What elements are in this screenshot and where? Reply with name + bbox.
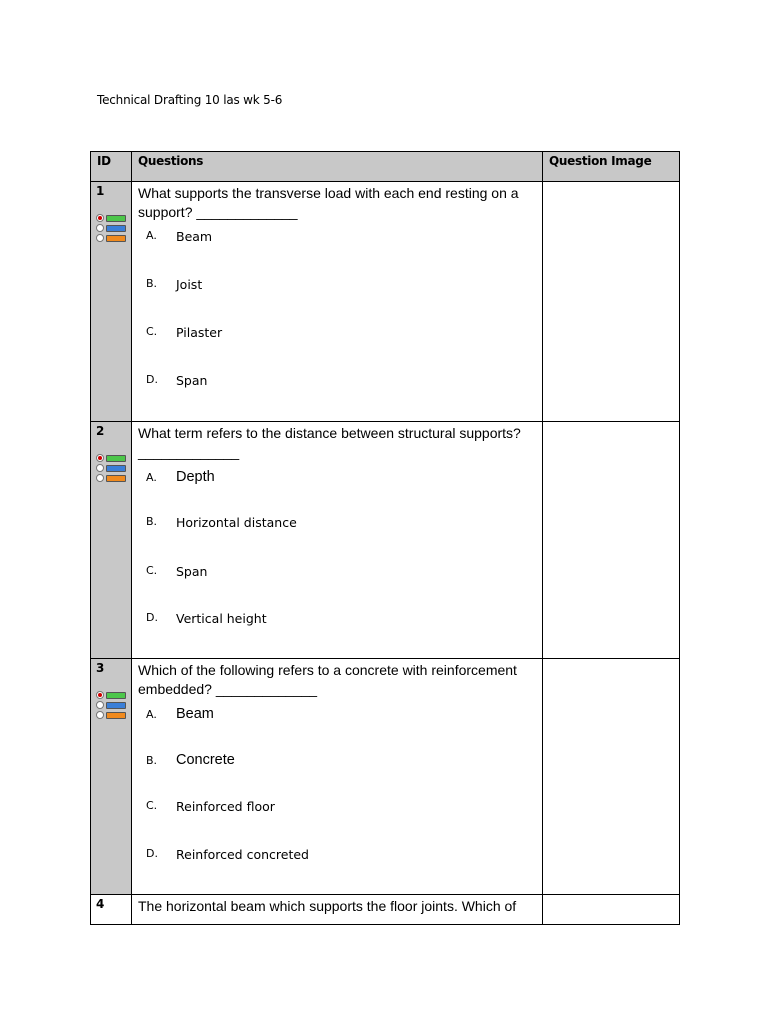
option-c <box>138 325 536 373</box>
table-row <box>91 182 680 422</box>
option-text: Reinforced floor <box>176 799 275 814</box>
question-image-cell <box>543 422 680 659</box>
option-letter: B. <box>146 754 158 767</box>
option-letter: C. <box>146 564 158 577</box>
questions-table <box>90 151 680 925</box>
question-id: 1 <box>96 184 105 198</box>
option-text: Beam <box>176 229 213 244</box>
multiple-choice-icon <box>96 453 126 483</box>
question-text: Which of the following refers to a concrete with reinforcement embedded? _____________ <box>138 662 517 697</box>
option-b <box>138 515 536 564</box>
header-id: ID <box>91 152 132 182</box>
question-id-cell <box>91 659 132 895</box>
option-a <box>138 706 536 752</box>
option-letter: B. <box>146 277 158 290</box>
option-text: Beam <box>176 706 214 722</box>
table-row <box>91 659 680 895</box>
option-d <box>138 373 536 403</box>
option-letter: B. <box>146 515 158 528</box>
multiple-choice-icon <box>96 690 126 720</box>
question-cell <box>132 659 543 895</box>
option-text: Joist <box>176 277 203 292</box>
question-id-cell <box>91 422 132 659</box>
multiple-choice-icon <box>96 213 126 243</box>
option-a <box>138 469 536 515</box>
option-letter: A. <box>146 229 157 242</box>
option-text: Span <box>176 564 208 579</box>
option-letter: C. <box>146 799 158 812</box>
option-text: Concrete <box>176 752 235 768</box>
option-letter: C. <box>146 325 158 338</box>
table-row <box>91 422 680 659</box>
question-text: The horizontal beam which supports the floor joints. Which of <box>138 898 517 914</box>
option-c <box>138 799 536 847</box>
question-cell <box>132 422 543 659</box>
option-letter: A. <box>146 708 157 721</box>
option-letter: D. <box>146 847 158 860</box>
header-questions: Questions <box>132 152 543 182</box>
option-text: Reinforced concreted <box>176 847 309 862</box>
document-title: Technical Drafting 10 las wk 5-6 <box>97 93 283 107</box>
option-d <box>138 611 536 641</box>
table-header-row <box>91 152 680 182</box>
question-id: 4 <box>96 897 105 911</box>
question-text: What supports the transverse load with each end resting on a support? _____________ <box>138 185 519 220</box>
question-image-cell <box>543 659 680 895</box>
option-b <box>138 277 536 325</box>
question-text: What term refers to the distance between structural supports? _____________ <box>138 425 521 460</box>
table-row <box>91 895 680 925</box>
question-cell <box>132 895 543 925</box>
option-letter: D. <box>146 373 158 386</box>
option-letter: D. <box>146 611 158 624</box>
option-c <box>138 564 536 611</box>
header-question-image: Question Image <box>543 152 680 182</box>
option-d <box>138 847 536 877</box>
option-text: Depth <box>176 469 215 485</box>
option-text: Span <box>176 373 208 388</box>
question-image-cell <box>543 895 680 925</box>
option-text: Vertical height <box>176 611 267 626</box>
option-text: Horizontal distance <box>176 515 297 530</box>
option-a <box>138 229 536 277</box>
question-id: 2 <box>96 424 105 438</box>
question-image-cell <box>543 182 680 422</box>
option-b <box>138 752 536 799</box>
question-id: 3 <box>96 661 105 675</box>
option-text: Pilaster <box>176 325 223 340</box>
question-id-cell <box>91 895 132 925</box>
question-cell <box>132 182 543 422</box>
question-id-cell <box>91 182 132 422</box>
option-letter: A. <box>146 471 157 484</box>
